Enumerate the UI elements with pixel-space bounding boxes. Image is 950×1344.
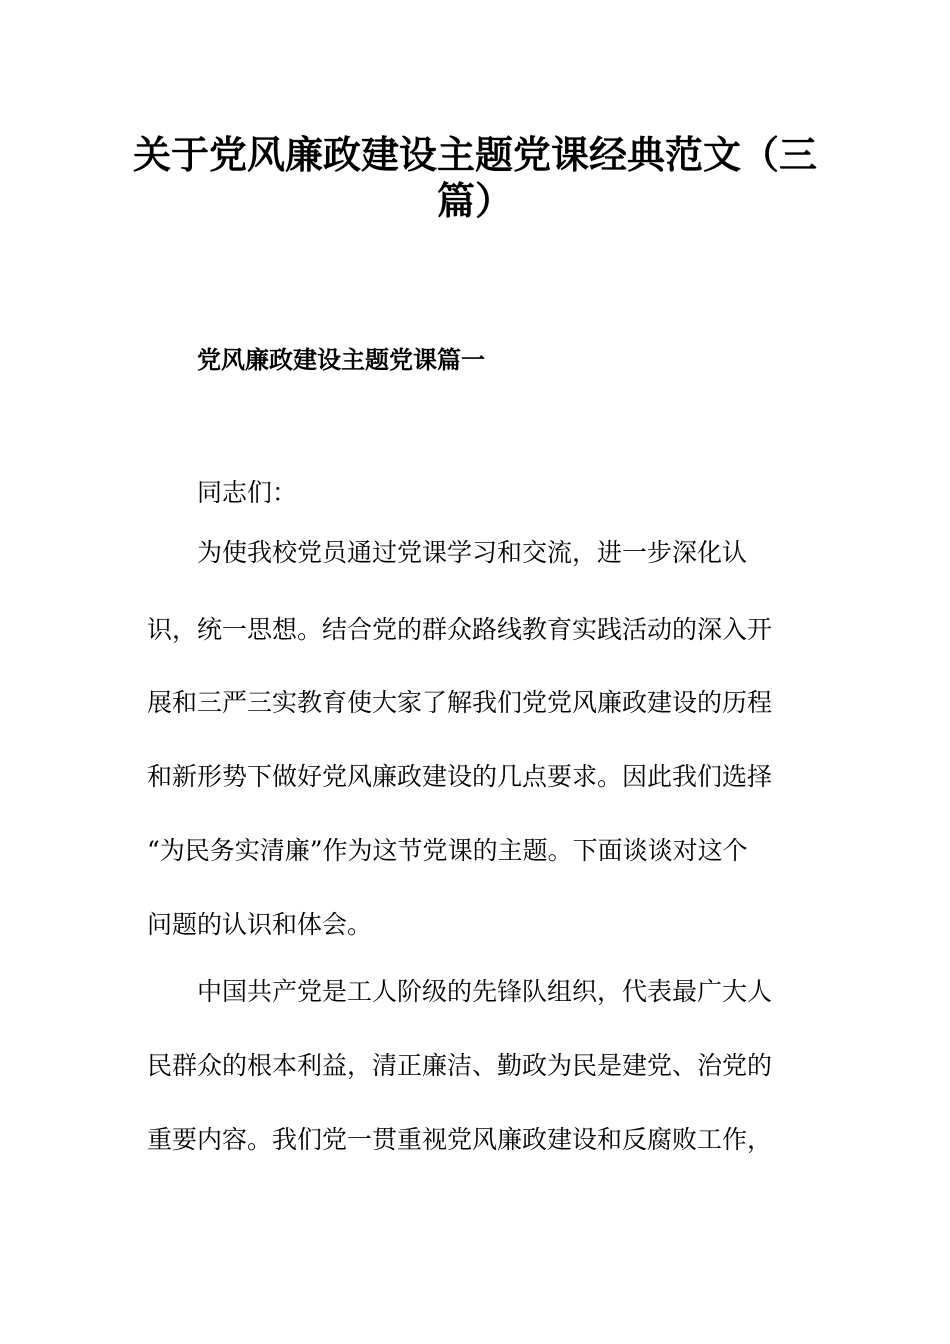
document-title-line-2: 篇） (436, 178, 513, 223)
salutation: 同志们： (197, 478, 298, 507)
section-heading: 党风廉政建设主题党课篇一 (197, 346, 485, 374)
paragraph-line: 和新形势下做好党风廉政建设的几点要求。因此我们选择 (147, 762, 773, 791)
paragraph-line: 展和三严三实教育使大家了解我们党党风廉政建设的历程 (147, 688, 773, 717)
document-title-line-1: 关于党风廉政建设主题党课经典范文（三 (132, 132, 817, 177)
paragraph-line: 民群众的根本利益，清正廉洁、勤政为民是建党、治党的 (147, 1051, 773, 1080)
paragraph-line: 中国共产党是工人阶级的先锋队组织，代表最广大人 (197, 977, 773, 1006)
paragraph-line: 识，统一思想。结合党的群众路线教育实践活动的深入开 (147, 615, 773, 644)
paragraph-line: 重要内容。我们党一贯重视党风廉政建设和反腐败工作， (147, 1125, 773, 1154)
paragraph-line: “为民务实清廉”作为这节党课的主题。下面谈谈对这个 (147, 836, 748, 865)
paragraph-line: 为使我校党员通过党课学习和交流，进一步深化认 (197, 538, 748, 567)
paragraph-line: 问题的认识和体会。 (147, 910, 373, 939)
